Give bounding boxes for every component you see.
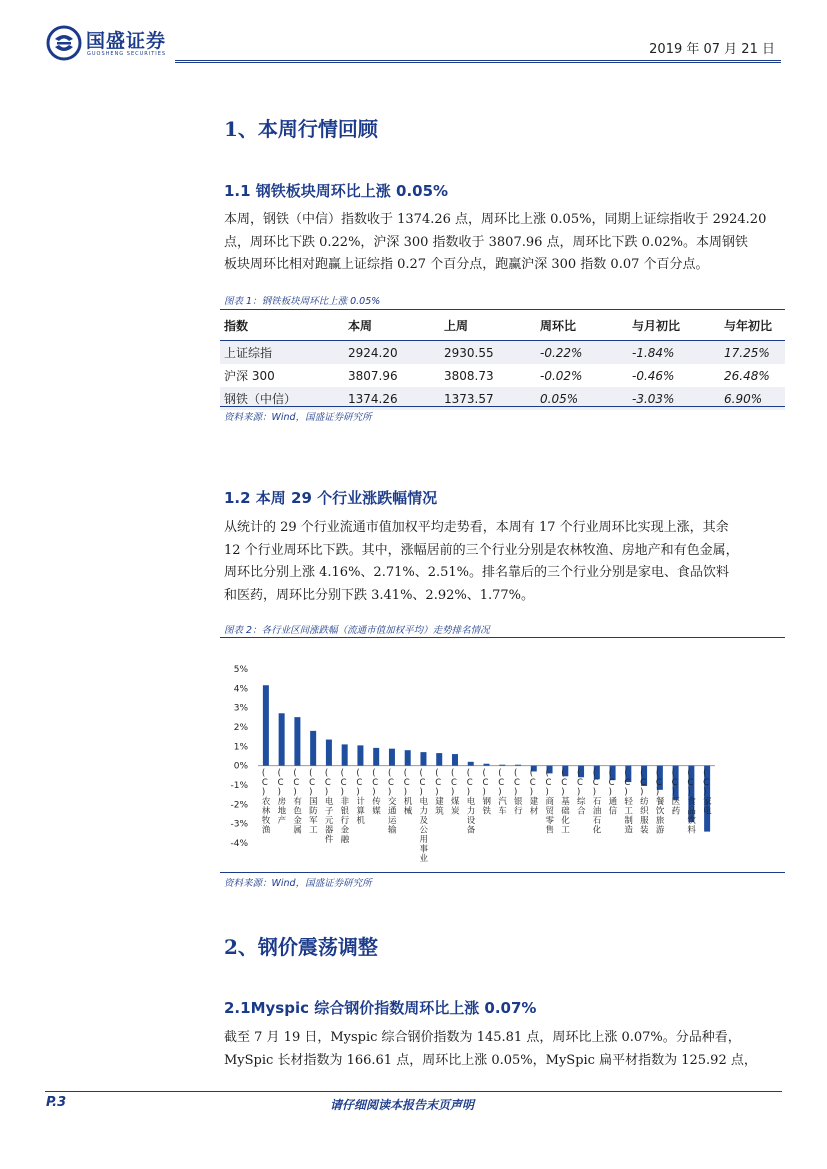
x-tick-label: ( C )建筑	[435, 768, 444, 817]
table-header-row	[220, 313, 785, 341]
bar-计算机	[357, 745, 363, 765]
x-tick-label: ( C )国防军工	[309, 768, 318, 836]
x-tick-label: ( C )电力设备	[466, 768, 476, 836]
x-tick-label: ( C )通信	[608, 768, 618, 817]
table-cell: 1374.26	[344, 387, 440, 410]
table-cell: 3808.73	[444, 368, 494, 383]
x-tick-label: ( C )计算机	[356, 768, 365, 827]
section-1-1-title: 1.1 钢铁板块周环比上涨 0.05%	[224, 182, 449, 200]
bar-汽车	[499, 765, 505, 766]
x-tick-label: ( C )电子元器件	[324, 768, 334, 846]
x-tick-label: ( C )传媒	[372, 768, 381, 817]
x-tick-label: ( C )餐饮旅游	[655, 768, 665, 836]
index-table	[220, 313, 785, 410]
x-tick-label: ( C )农林牧渔	[261, 768, 271, 836]
table-cell: -1.84%	[628, 341, 720, 365]
col-header: 与月初比	[628, 313, 720, 341]
section-1-1-paragraph	[224, 209, 784, 277]
page-header	[0, 0, 827, 62]
section-1-title: 1、本周行情回顾	[224, 117, 378, 141]
brand-name: 国盛证券	[86, 30, 167, 52]
x-tick-label: ( C )机械	[403, 768, 413, 817]
figure-1-divider	[220, 309, 785, 310]
table-cell: 17.25%	[720, 341, 785, 365]
bar-国防军工	[310, 731, 316, 766]
bar-农林牧渔	[263, 685, 269, 765]
x-tick-label: ( C )煤炭	[450, 768, 460, 817]
x-tick-label: ( C )商贸零售	[545, 768, 555, 836]
x-tick-label: ( C )食品饮料	[687, 768, 696, 836]
report-date: 2019 年 07 月 21 日	[649, 42, 775, 57]
industry-bar-chart	[220, 655, 785, 870]
table-cell: 2924.20	[344, 341, 440, 365]
bar-建筑	[436, 753, 442, 766]
x-tick-label: ( C )医药	[671, 768, 681, 817]
text-line: 点，周环比下跌 0.22%，沪深 300 指数收于 3807.96 点，周环比下跌 0.02%。本周钢铁	[224, 234, 748, 250]
figure-1-title: 图表 1：钢铁板块周环比上涨 0.05%	[224, 296, 381, 307]
x-tick-label: ( C )轻工制造	[624, 768, 633, 836]
table-row	[220, 364, 785, 387]
table-cell: -3.03%	[628, 387, 720, 410]
col-header: 本周	[344, 313, 440, 341]
table-cell: 3807.96	[348, 368, 398, 383]
x-tick-label: ( C )非银行金融	[340, 768, 350, 846]
y-tick-label: 4%	[233, 684, 248, 695]
bar-煤炭	[452, 754, 458, 766]
bar-非银行金融	[342, 744, 348, 765]
section-2-1-paragraph	[224, 1027, 784, 1072]
bar-电力设备	[468, 762, 474, 766]
table-cell: -0.46%	[632, 368, 675, 383]
section-1-2-paragraph	[224, 517, 784, 607]
bar-钢铁	[484, 764, 490, 766]
figure-2-divider	[220, 637, 785, 638]
x-tick-label: ( C )钢铁	[482, 768, 492, 817]
text-line: MySpic 长材指数为 166.61 点，周环比上涨 0.05%，MySpic 扁平材指数为 125.92 点，	[224, 1052, 757, 1068]
table-cell: 1373.57	[440, 387, 536, 410]
text-line: 本周，钢铁（中信）指数收于 1374.26 点，周环比上涨 0.05%，同期上证综指收于 2924.20	[224, 212, 767, 227]
text-line: 12 个行业周环比下跌。其中，涨幅居前的三个行业分别是农林牧渔、房地产和有色金属，	[224, 542, 739, 558]
table-cell: 26.48%	[724, 368, 770, 383]
col-header: 周环比	[536, 313, 628, 341]
footer-disclaimer: 请仔细阅读本报告末页声明	[330, 1098, 475, 1112]
figure-2-title: 图表 2：各行业区间涨跌幅（流通市值加权平均）走势排名情况	[224, 625, 490, 636]
figure-1-source: 资料来源：Wind，国盛证券研究所	[224, 412, 372, 423]
text-line: 截至 7 月 19 日，Myspic 综合钢价指数为 145.81 点，周环比上涨 0.07%。分品种看，	[224, 1030, 741, 1045]
section-1-2-title: 1.2 本周 29 个行业涨跌幅情况	[224, 489, 438, 507]
x-tick-label: ( C )家电	[703, 768, 712, 817]
header-divider-thin	[175, 62, 781, 63]
page-number: P.3	[46, 1095, 67, 1110]
brand-subtitle: GUOSHENG SECURITIES	[87, 51, 167, 57]
x-tick-label: ( C )汽车	[498, 768, 507, 817]
y-tick-label: -4%	[230, 839, 248, 849]
footer-divider	[45, 1091, 782, 1092]
table-cell: 2930.55	[440, 341, 536, 365]
text-line: 和医药，周环比分别下跌 3.41%、2.92%、1.77%。	[224, 587, 535, 603]
bar-电力及公用事业	[420, 752, 426, 766]
header-divider	[175, 60, 781, 61]
y-tick-label: 2%	[233, 723, 248, 733]
bar-交通运输	[389, 749, 395, 766]
table-cell: 沪深 300	[224, 369, 275, 383]
x-tick-label: ( C )银行	[514, 768, 523, 817]
bar-机械	[405, 750, 411, 765]
y-tick-label: 1%	[233, 742, 248, 753]
bar-电子元器件	[326, 740, 332, 766]
x-tick-label: ( C )交通运输	[387, 768, 397, 836]
bar-传媒	[373, 748, 379, 766]
y-tick-label: -3%	[230, 819, 248, 830]
table-cell: 钢铁（中信）	[220, 387, 344, 410]
table-cell: -0.22%	[536, 341, 628, 365]
text-line: 板块周环比相对跑赢上证综指 0.27 个百分点，跑赢沪深 300 指数 0.07 个百分点。	[224, 257, 709, 272]
x-tick-label: ( C )纺织服装	[640, 768, 649, 836]
figure-2-bottom-divider	[220, 872, 785, 873]
x-tick-label: ( C )建材	[529, 768, 539, 817]
x-tick-label: ( C )房地产	[277, 768, 287, 827]
y-tick-label: -2%	[230, 800, 248, 811]
col-header: 上周	[440, 313, 536, 341]
x-tick-label: ( C )石油石化	[592, 768, 602, 836]
text-line: 周环比分别上涨 4.16%、2.71%、2.51%。排名靠后的三个行业分别是家电、食品饮料	[224, 565, 730, 580]
y-tick-label: 5%	[233, 665, 248, 675]
bar-有色金属	[294, 717, 300, 766]
table-cell: 6.90%	[720, 387, 785, 410]
bar-房地产	[279, 713, 285, 765]
section-2-1-title: 2.1Myspic 综合钢价指数周环比上涨 0.07%	[224, 999, 537, 1017]
text-line: 从统计的 29 个行业流通市值加权平均走势看，本周有 17 个行业周环比实现上涨，其余	[224, 520, 729, 535]
y-tick-label: 0%	[233, 761, 248, 772]
x-tick-label: ( C )电力及公用事业	[419, 768, 428, 865]
x-tick-label: ( C )有色金属	[293, 768, 302, 836]
y-tick-label: -1%	[230, 781, 248, 791]
bar-银行	[515, 765, 521, 766]
section-2-title: 2、钢价震荡调整	[224, 935, 378, 959]
figure-2-source: 资料来源：Wind，国盛证券研究所	[224, 878, 372, 889]
guosheng-logo-icon	[46, 25, 82, 61]
col-header: 与年初比	[720, 313, 785, 341]
table-cell: -0.02%	[540, 368, 583, 383]
table-row	[220, 341, 785, 365]
x-tick-label: ( C )基础化工	[561, 768, 570, 836]
col-header: 指数	[220, 313, 344, 341]
table-cell: 0.05%	[536, 387, 628, 410]
table-bottom-divider	[220, 406, 785, 407]
y-tick-label: 3%	[233, 703, 248, 714]
chart-svg	[220, 655, 785, 870]
x-tick-label: ( C )综合	[577, 768, 586, 817]
table-cell: 上证综指	[220, 341, 344, 365]
